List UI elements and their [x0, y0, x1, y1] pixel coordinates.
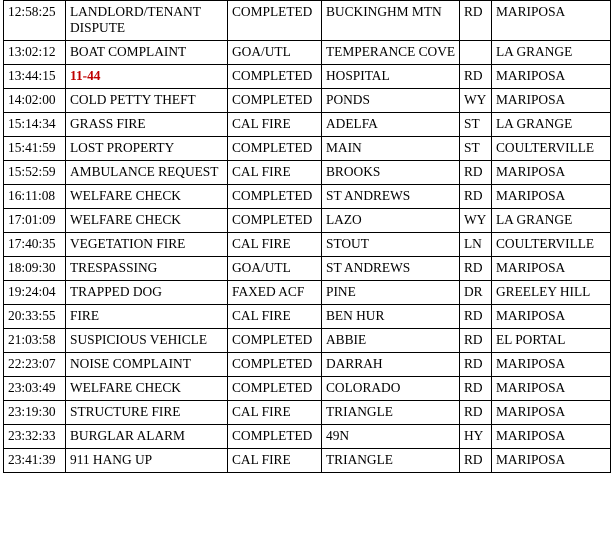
time-cell: 17:01:09: [4, 209, 66, 233]
table-row: [4, 329, 611, 353]
time-cell: 23:19:30: [4, 401, 66, 425]
city-cell: MARIPOSA: [492, 305, 611, 329]
status-cell: COMPLETED: [228, 137, 322, 161]
status-cell: GOA/UTL: [228, 257, 322, 281]
call-type-cell: BURGLAR ALARM: [66, 425, 228, 449]
city-cell: MARIPOSA: [492, 425, 611, 449]
street-cell: ADELFA: [322, 113, 460, 137]
time-cell: 15:52:59: [4, 161, 66, 185]
table-row: [4, 89, 611, 113]
time-cell: 15:14:34: [4, 113, 66, 137]
street-suffix-cell: RD: [460, 1, 492, 41]
time-cell: 14:02:00: [4, 89, 66, 113]
call-type-cell: AMBULANCE REQUEST: [66, 161, 228, 185]
call-type-cell: BOAT COMPLAINT: [66, 41, 228, 65]
status-cell: CAL FIRE: [228, 113, 322, 137]
status-cell: CAL FIRE: [228, 401, 322, 425]
call-type-cell: TRAPPED DOG: [66, 281, 228, 305]
call-type-cell: NOISE COMPLAINT: [66, 353, 228, 377]
call-type-cell: 911 HANG UP: [66, 449, 228, 473]
street-suffix-cell: RD: [460, 329, 492, 353]
dispatch-log-page: [3, 0, 610, 473]
street-suffix-cell: RD: [460, 65, 492, 89]
table-row: [4, 161, 611, 185]
status-cell: FAXED ACF: [228, 281, 322, 305]
city-cell: MARIPOSA: [492, 257, 611, 281]
city-cell: LA GRANGE: [492, 209, 611, 233]
city-cell: COULTERVILLE: [492, 137, 611, 161]
status-cell: COMPLETED: [228, 65, 322, 89]
status-cell: CAL FIRE: [228, 305, 322, 329]
street-suffix-cell: RD: [460, 257, 492, 281]
status-cell: COMPLETED: [228, 353, 322, 377]
city-cell: MARIPOSA: [492, 449, 611, 473]
time-cell: 13:44:15: [4, 65, 66, 89]
time-cell: 20:33:55: [4, 305, 66, 329]
table-row: [4, 401, 611, 425]
call-type-cell: WELFARE CHECK: [66, 377, 228, 401]
street-cell: PINE: [322, 281, 460, 305]
street-cell: TEMPERANCE COVE: [322, 41, 460, 65]
street-suffix-cell: RD: [460, 377, 492, 401]
call-type-cell: FIRE: [66, 305, 228, 329]
city-cell: MARIPOSA: [492, 377, 611, 401]
street-cell: COLORADO: [322, 377, 460, 401]
street-suffix-cell: RD: [460, 305, 492, 329]
status-cell: COMPLETED: [228, 89, 322, 113]
table-row: [4, 305, 611, 329]
time-cell: 13:02:12: [4, 41, 66, 65]
status-cell: COMPLETED: [228, 329, 322, 353]
street-cell: ST ANDREWS: [322, 185, 460, 209]
table-row: [4, 281, 611, 305]
time-cell: 21:03:58: [4, 329, 66, 353]
street-cell: DARRAH: [322, 353, 460, 377]
city-cell: MARIPOSA: [492, 1, 611, 41]
call-type-cell: SUSPICIOUS VEHICLE: [66, 329, 228, 353]
table-row: [4, 1, 611, 41]
street-suffix-cell: WY: [460, 89, 492, 113]
status-cell: COMPLETED: [228, 209, 322, 233]
street-cell: STOUT: [322, 233, 460, 257]
street-cell: LAZO: [322, 209, 460, 233]
table-row: [4, 449, 611, 473]
time-cell: 17:40:35: [4, 233, 66, 257]
status-cell: COMPLETED: [228, 185, 322, 209]
time-cell: 12:58:25: [4, 1, 66, 41]
street-suffix-cell: RD: [460, 161, 492, 185]
time-cell: 16:11:08: [4, 185, 66, 209]
call-type-cell: VEGETATION FIRE: [66, 233, 228, 257]
call-type-cell: 11-44: [66, 65, 228, 89]
time-cell: 19:24:04: [4, 281, 66, 305]
street-cell: TRIANGLE: [322, 449, 460, 473]
call-type-cell: STRUCTURE FIRE: [66, 401, 228, 425]
street-cell: ST ANDREWS: [322, 257, 460, 281]
street-suffix-cell: DR: [460, 281, 492, 305]
city-cell: EL PORTAL: [492, 329, 611, 353]
street-cell: BROOKS: [322, 161, 460, 185]
street-cell: 49N: [322, 425, 460, 449]
table-row: [4, 209, 611, 233]
city-cell: MARIPOSA: [492, 353, 611, 377]
city-cell: GREELEY HILL: [492, 281, 611, 305]
status-cell: CAL FIRE: [228, 233, 322, 257]
street-cell: TRIANGLE: [322, 401, 460, 425]
street-cell: HOSPITAL: [322, 65, 460, 89]
time-cell: 18:09:30: [4, 257, 66, 281]
street-suffix-cell: ST: [460, 113, 492, 137]
street-cell: MAIN: [322, 137, 460, 161]
city-cell: LA GRANGE: [492, 113, 611, 137]
city-cell: COULTERVILLE: [492, 233, 611, 257]
city-cell: MARIPOSA: [492, 89, 611, 113]
time-cell: 15:41:59: [4, 137, 66, 161]
call-type-cell: LANDLORD/TENANT DISPUTE: [66, 1, 228, 41]
table-row: [4, 257, 611, 281]
street-suffix-cell: RD: [460, 353, 492, 377]
street-suffix-cell: ST: [460, 137, 492, 161]
dispatch-log-table: [3, 0, 611, 473]
time-cell: 23:41:39: [4, 449, 66, 473]
street-suffix-cell: [460, 41, 492, 65]
table-row: [4, 113, 611, 137]
table-row: [4, 233, 611, 257]
table-row: [4, 185, 611, 209]
dispatch-log-body: [4, 1, 611, 473]
city-cell: MARIPOSA: [492, 185, 611, 209]
street-suffix-cell: WY: [460, 209, 492, 233]
call-type-cell: WELFARE CHECK: [66, 209, 228, 233]
time-cell: 22:23:07: [4, 353, 66, 377]
street-suffix-cell: RD: [460, 185, 492, 209]
status-cell: COMPLETED: [228, 377, 322, 401]
city-cell: MARIPOSA: [492, 65, 611, 89]
status-cell: GOA/UTL: [228, 41, 322, 65]
street-suffix-cell: LN: [460, 233, 492, 257]
call-type-cell: WELFARE CHECK: [66, 185, 228, 209]
call-type-cell: LOST PROPERTY: [66, 137, 228, 161]
street-suffix-cell: RD: [460, 449, 492, 473]
city-cell: LA GRANGE: [492, 41, 611, 65]
table-row: [4, 65, 611, 89]
city-cell: MARIPOSA: [492, 401, 611, 425]
table-row: [4, 353, 611, 377]
street-suffix-cell: HY: [460, 425, 492, 449]
call-type-cell: COLD PETTY THEFT: [66, 89, 228, 113]
street-cell: BUCKINGHM MTN: [322, 1, 460, 41]
status-cell: CAL FIRE: [228, 161, 322, 185]
status-cell: CAL FIRE: [228, 449, 322, 473]
time-cell: 23:32:33: [4, 425, 66, 449]
street-cell: PONDS: [322, 89, 460, 113]
table-row: [4, 137, 611, 161]
street-cell: BEN HUR: [322, 305, 460, 329]
table-row: [4, 377, 611, 401]
city-cell: MARIPOSA: [492, 161, 611, 185]
table-row: [4, 425, 611, 449]
call-type-cell: GRASS FIRE: [66, 113, 228, 137]
table-row: [4, 41, 611, 65]
street-cell: ABBIE: [322, 329, 460, 353]
status-cell: COMPLETED: [228, 425, 322, 449]
call-type-cell: TRESPASSING: [66, 257, 228, 281]
time-cell: 23:03:49: [4, 377, 66, 401]
street-suffix-cell: RD: [460, 401, 492, 425]
status-cell: COMPLETED: [228, 1, 322, 41]
